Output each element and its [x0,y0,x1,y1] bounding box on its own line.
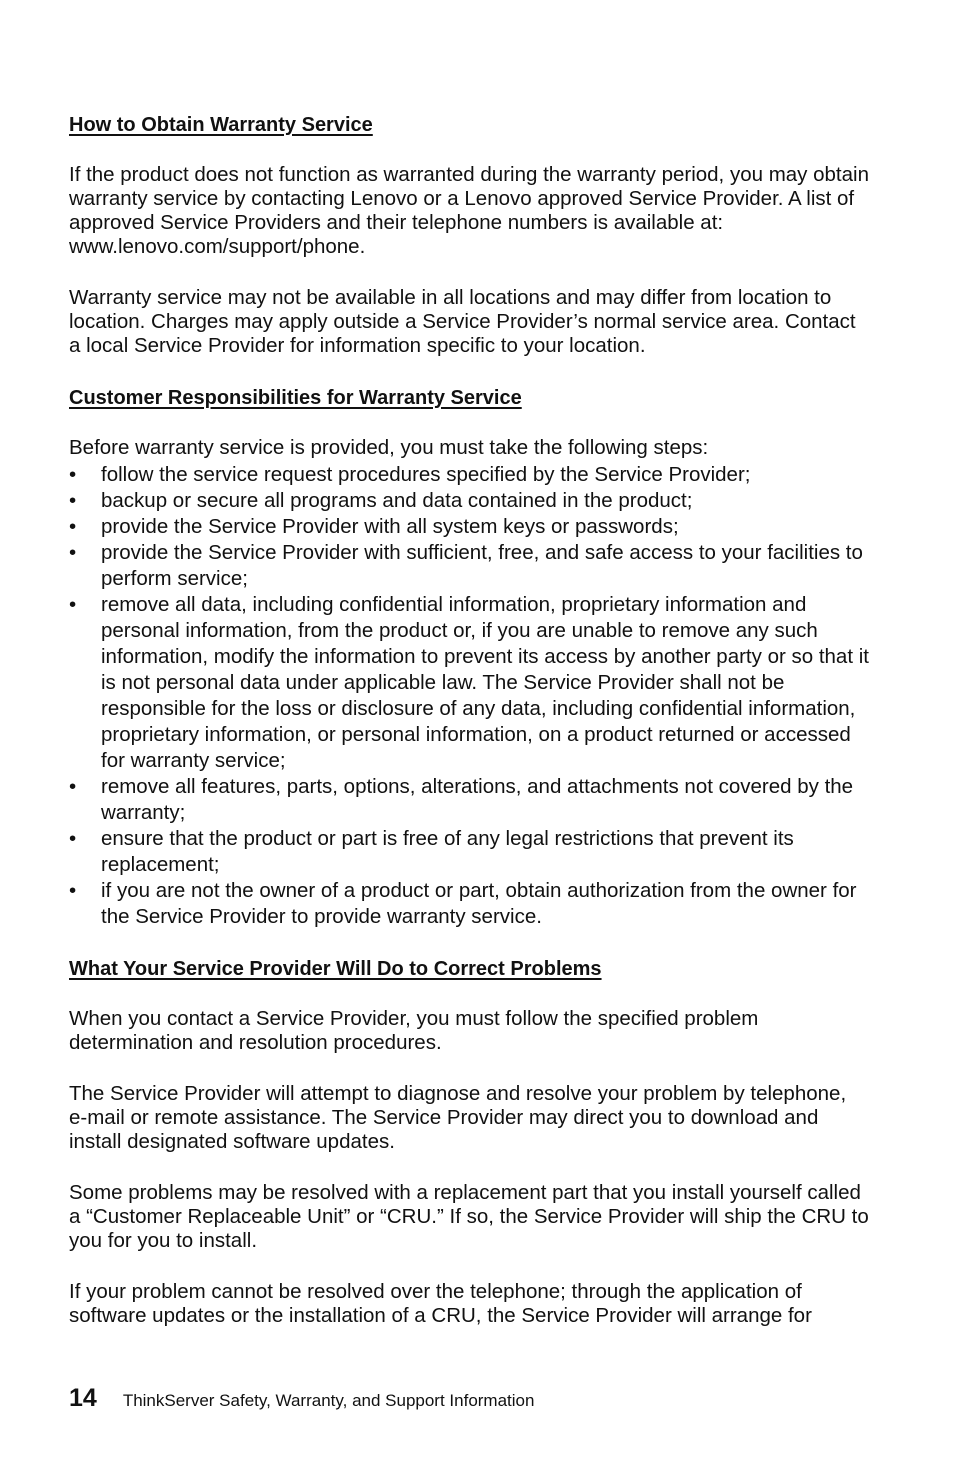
bullet-icon: • [69,463,77,486]
list-item [69,826,869,878]
list-item [69,592,869,774]
paragraph: If the product does not function as warranted during the warranty period, you may obtain warranty service by contacting Lenovo or a Lenovo approved Service Provider. A list of approved Service Providers and their telephone numbers is available at: www.lenovo.com/support/phone. [69,163,869,258]
paragraph: When you contact a Service Provider, you must follow the specified problem determination and resolution procedures. [69,1007,759,1054]
list-item-text: backup or secure all programs and data contained in the product; [101,489,693,512]
section-heading-obtain-warranty: How to Obtain Warranty Service [69,114,373,136]
paragraph: The Service Provider will attempt to diagnose and resolve your problem by telephone, e-mail or remote assistance. The Service Provider may direct you to download and install designated software updates. [69,1082,847,1153]
section-heading-service-provider-actions: What Your Service Provider Will Do to Correct Problems [69,958,602,980]
bullet-icon: • [69,541,77,564]
list-item-text: provide the Service Provider with sufficient, free, and safe access to your facilities to perform service; [101,541,863,590]
document-page [69,112,869,1355]
list-item [69,488,869,514]
list-item [69,774,869,826]
paragraph: Some problems may be resolved with a replacement part that you install yourself called a “Customer Replaceable Unit” or “CRU.” If so, the Service Provider will ship the CRU to you for you to install. [69,1181,869,1252]
list-item [69,540,869,592]
list-item-text: follow the service request procedures specified by the Service Provider; [101,463,751,486]
bullet-icon: • [69,827,77,850]
paragraph-intro: Before warranty service is provided, you must take the following steps: [69,436,709,459]
list-item [69,462,869,488]
footer-title: ThinkServer Safety, Warranty, and Support Information [122,1391,535,1410]
list-item-text: ensure that the product or part is free of any legal restrictions that prevent its replacement; [101,827,794,876]
bullet-icon: • [69,775,77,798]
section-heading-customer-responsibilities: Customer Responsibilities for Warranty Service [69,387,522,409]
page-number: 14 [69,1384,97,1412]
list-item-text: remove all features, parts, options, alterations, and attachments not covered by the warranty; [101,775,854,824]
paragraph: Warranty service may not be available in all locations and may differ from location to location. Charges may apply outside a Service Provider’s normal service area. Contact a local Service Provider for information specific to your location. [69,286,856,357]
bullet-icon: • [69,515,77,538]
responsibilities-list [69,462,869,930]
list-item-text: remove all data, including confidential information, proprietary information and personal information, from the product or, if you are unable to remove any such information, modify the information to prevent its access by another party or so that it is not personal data under applicable law. The Service Provider shall not be responsible for the loss or disclosure of any data, including confidential information, proprietary information, or personal information, on a product returned or accessed for warranty service; [101,593,869,772]
paragraph: If your problem cannot be resolved over the telephone; through the application of software updates or the installation of a CRU, the Service Provider will arrange for [69,1280,812,1327]
bullet-icon: • [69,593,77,616]
bullet-icon: • [69,879,77,902]
bullet-icon: • [69,489,77,512]
list-item-text: provide the Service Provider with all system keys or passwords; [101,515,679,538]
list-item [69,878,869,930]
list-item [69,514,869,540]
page-footer [69,1384,534,1413]
list-item-text: if you are not the owner of a product or part, obtain authorization from the owner for the Service Provider to provide warranty service. [101,879,857,928]
